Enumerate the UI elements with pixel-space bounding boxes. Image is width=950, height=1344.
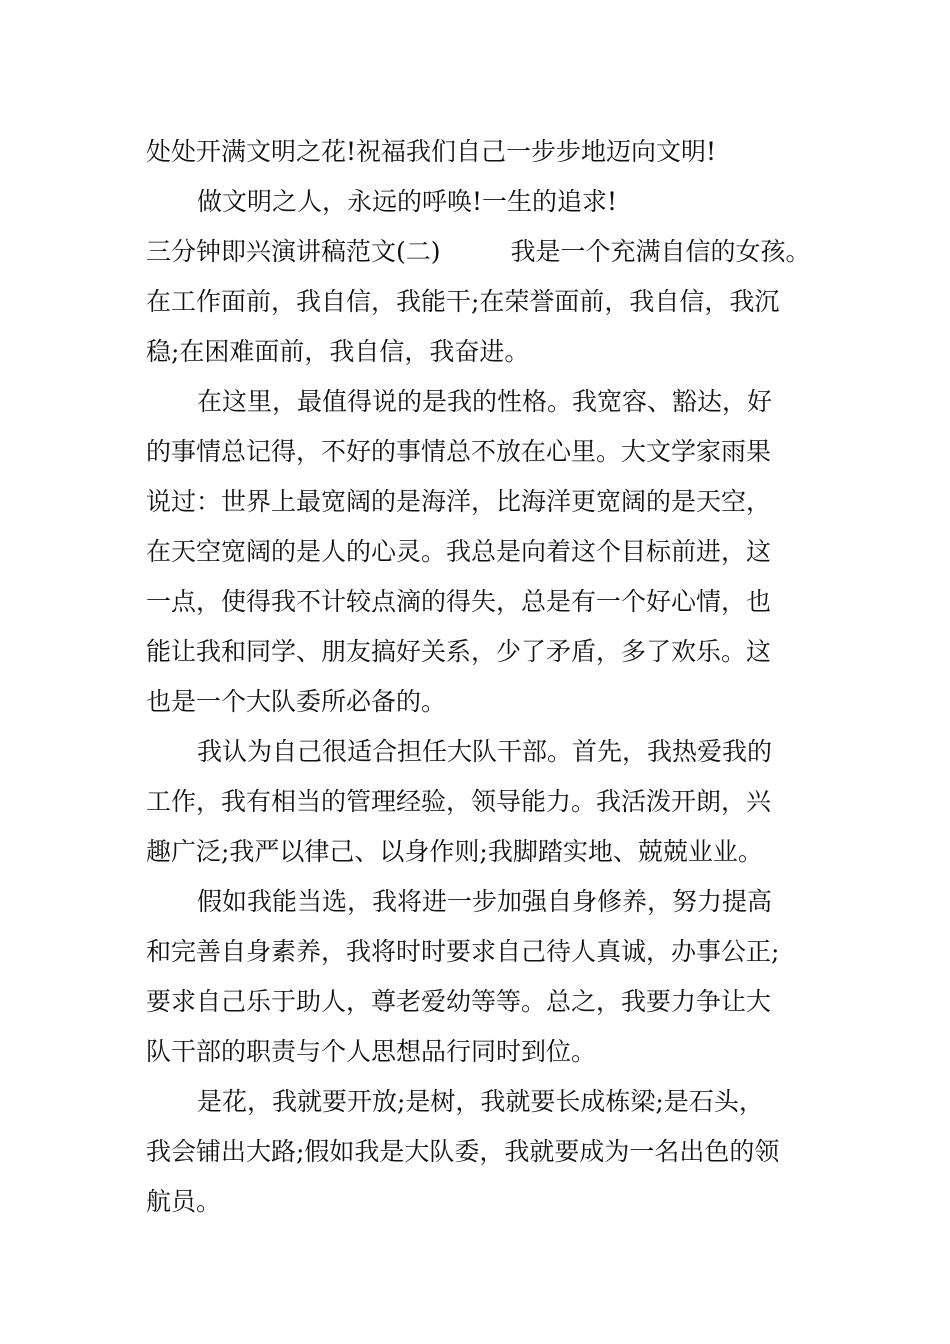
text-line: 趣广泛;我严以律己、以身作则;我脚踏实地、兢兢业业。 (146, 837, 763, 866)
section-title: 三分钟即兴演讲稿范文(二) (146, 237, 441, 266)
text-line: 在工作面前，我自信，我能干;在荣誉面前，我自信，我沉 (146, 287, 780, 316)
text-line: 在天空宽阔的是人的心灵。我总是向着这个目标前进，这 (146, 537, 772, 566)
text-line: 说过：世界上最宽阔的是海洋，比海洋更宽阔的是天空， (146, 487, 772, 516)
text-line: 是花，我就要开放;是树，我就要长成栋梁;是石头， (197, 1087, 764, 1116)
text-line: 工作，我有相当的管理经验，领导能力。我活泼开朗，兴 (146, 787, 772, 816)
text-line: 的事情总记得，不好的事情总不放在心里。大文学家雨果 (146, 437, 772, 466)
text-line: 假如我能当选，我将进一步加强自身修养，努力提高 (197, 887, 773, 916)
text-line: 我认为自己很适合担任大队干部。首先，我热爱我的 (197, 737, 773, 766)
text-line: 做文明之人，永远的呼唤!一生的追求! (197, 187, 618, 216)
text-line: 处处开满文明之花!祝福我们自己一步步地迈向文明! (146, 137, 717, 166)
text-line: 在这里，最值得说的是我的性格。我宽容、豁达，好 (197, 387, 773, 416)
text-line: 和完善自身素养，我将时时要求自己待人真诚，办事公正; (146, 937, 780, 966)
text-line: 我会铺出大路;假如我是大队委，我就要成为一名出色的领 (146, 1137, 780, 1166)
text-line: 稳;在困难面前，我自信，我奋进。 (146, 337, 530, 366)
text-line-content: 我是一个充满自信的女孩。 (510, 237, 811, 266)
document-body (146, 127, 826, 1227)
section-title-line (146, 227, 826, 277)
text-line: 航员。 (146, 1187, 222, 1216)
text-line: 要求自己乐于助人，尊老爱幼等等。总之，我要力争让大 (146, 987, 772, 1016)
text-line: 队干部的职责与个人思想品行同时到位。 (146, 1037, 597, 1066)
text-line: 能让我和同学、朋友搞好关系，少了矛盾，多了欢乐。这 (146, 637, 772, 666)
text-line: 一点，使得我不计较点滴的得失，总是有一个好心情，也 (146, 587, 772, 616)
text-line: 也是一个大队委所必备的。 (146, 687, 447, 716)
